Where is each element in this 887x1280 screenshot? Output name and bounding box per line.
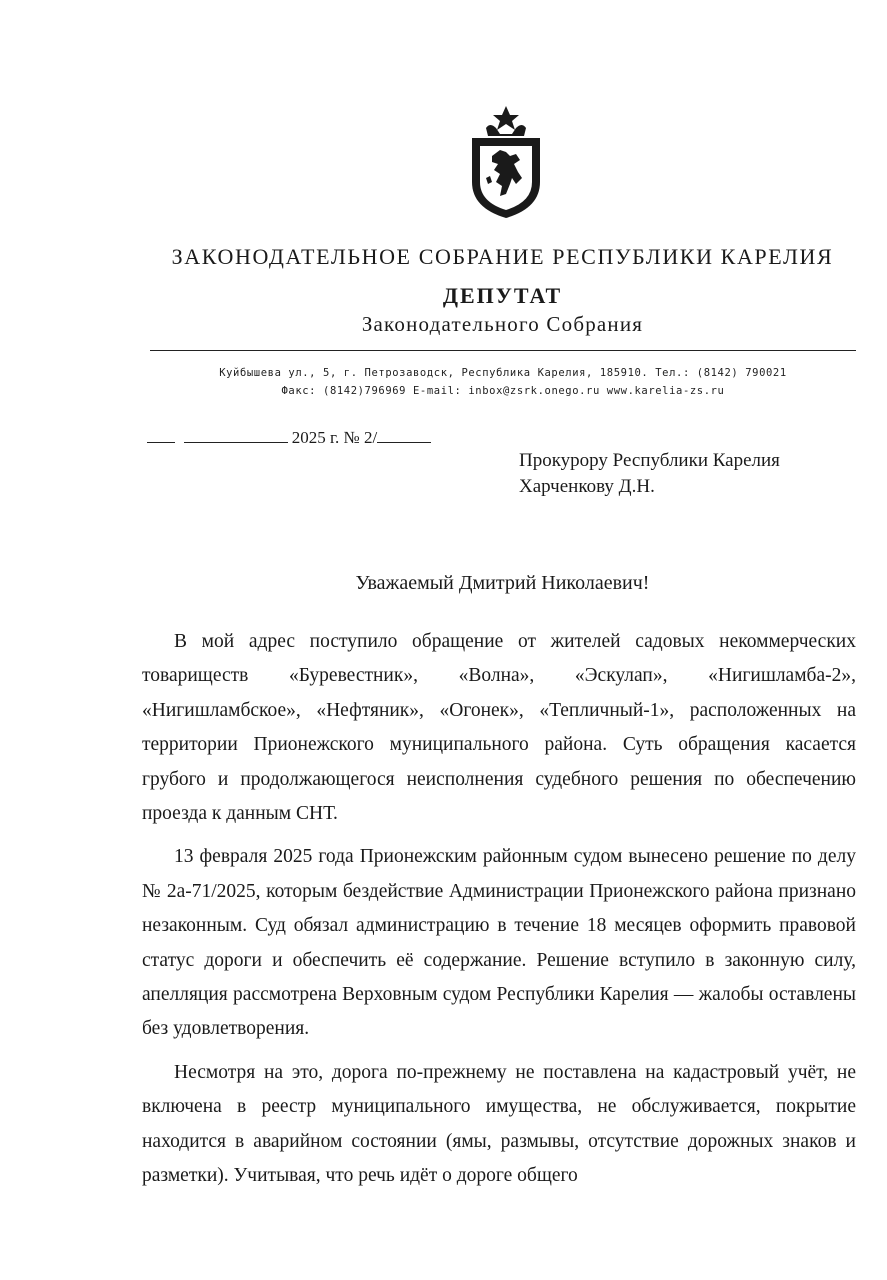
letter-body [142, 625, 856, 1203]
addressee-name: Харченкову Д.Н. [519, 476, 655, 497]
blank-number [377, 428, 431, 443]
header-divider [150, 350, 856, 351]
addressee-position: Прокурору Республики Карелия [519, 450, 780, 471]
paragraph: В мой адрес поступило обращение от жителей садовых некоммерческих товариществ «Буревестник», «Волна», «Эскулап», «Нигишламба-2», «Нигишламбское», «Нефтяник», «Огонек», «Тепличный-1», расположенных на территории Прионежского муниципального района. Суть обращения касается грубого и продолжающегося неисполнения судебного решения по обеспечению проезда к данным СНТ. [142, 631, 856, 825]
organization-name: ЗАКОНОДАТЕЛЬНОЕ СОБРАНИЕ РЕСПУБЛИКИ КАРЕЛИЯ [171, 244, 834, 269]
karelia-coat-of-arms-icon [466, 104, 546, 220]
registration-text: 2025 г. № 2/ [287, 428, 378, 447]
contacts-fax-email-web: Факс: (8142)796969 E-mail: inbox@zsrk.onego.ru www.karelia-zs.ru [281, 385, 725, 397]
paragraph: Несмотря на это, дорога по-прежнему не поставлена на кадастровый учёт, не включена в реестр муниципального имущества, не обслуживается, покрытие находится в аварийном состоянии (ямы, размывы, отсутствие дорожных знаков и разметки). Учитывая, что речь идёт о дороге общего [142, 1061, 856, 1187]
blank-day [147, 428, 175, 443]
blank-month [184, 428, 288, 443]
deputy-title: ДЕПУТАТ [442, 283, 563, 308]
contacts-address: Куйбышева ул., 5, г. Петрозаводск, Республика Карелия, 185910. Тел.: (8142) 790021 [219, 367, 787, 379]
deputy-subtitle: Законодательного Собрания [361, 312, 644, 336]
registration-number [147, 428, 431, 448]
salutation: Уважаемый Дмитрий Николаевич! [355, 572, 650, 594]
paragraph: 13 февраля 2025 года Прионежским районным судом вынесено решение по делу № 2а-71/2025, которым бездействие Администрации Прионежского района признано незаконным. Суд обязал администрацию в течение 18 месяцев оформить правовой статус дороги и обеспечить её содержание. Решение вступило в законную силу, апелляция рассмотрена Верховным судом Республики Карелия — жалобы оставлены без удовлетворения. [142, 846, 856, 1040]
